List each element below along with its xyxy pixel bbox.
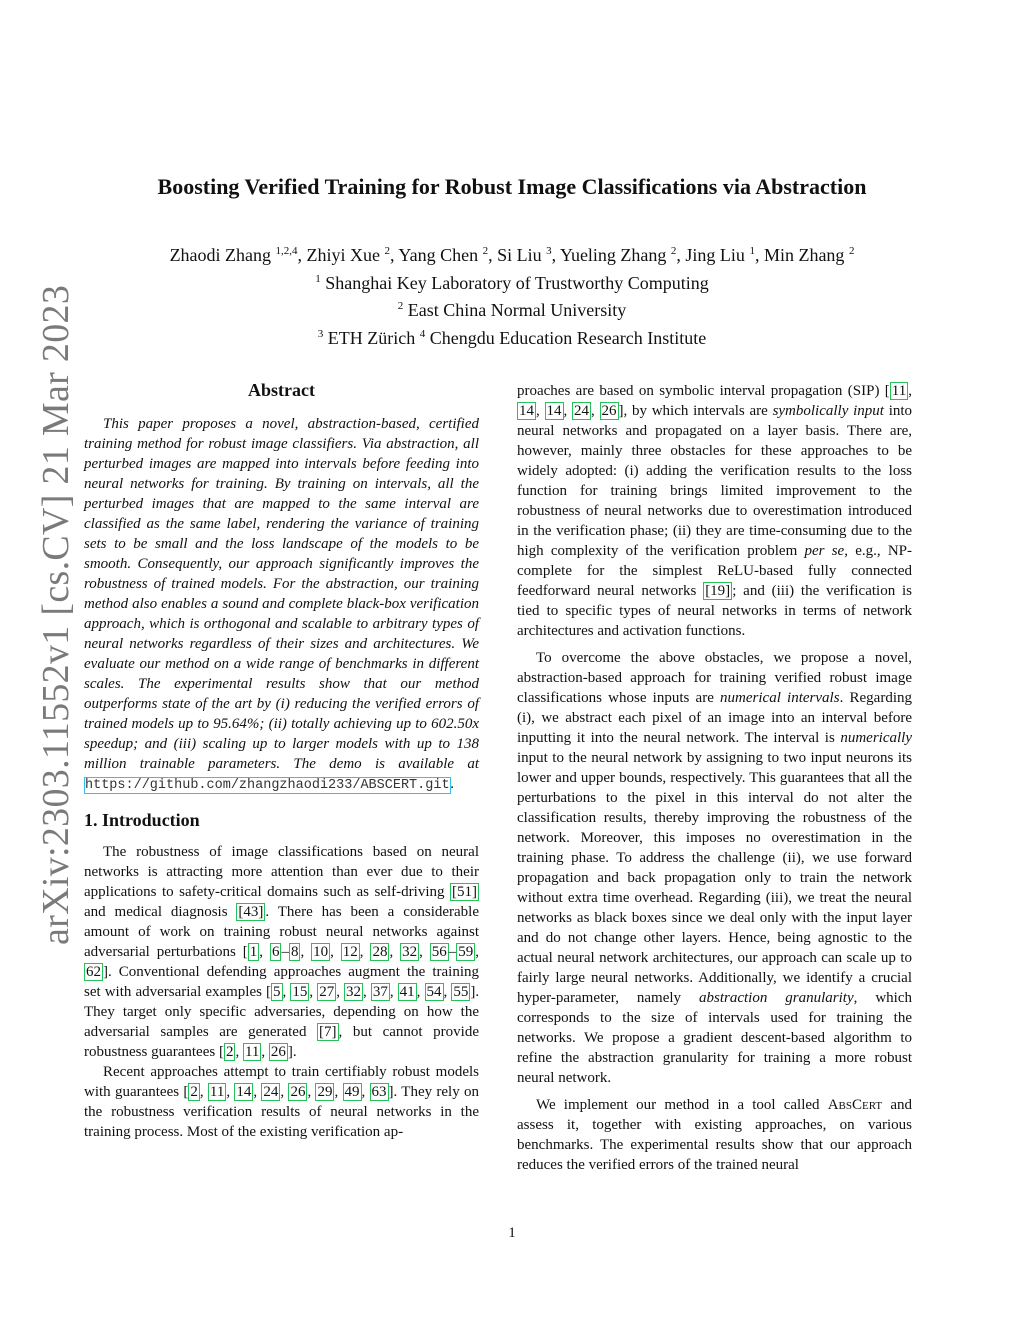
author-name: Yueling Zhang <box>559 245 671 265</box>
citation-link[interactable]: 5 <box>273 984 281 1000</box>
intro-paragraph-1: The robustness of image classifications based on neural networks is attracting more attention than ever due to their applications to safety-critical domains such as self-driving [51] and medical diagnosis [43] . There has been a considerable amount of work on training robust neural networks against adversarial perturbations [ 1 , 6 – 8 , 10 , 12 , 28 , 32 , 56 – 59 , 62 ]. Conventional defending approaches augment the training set with adversarial examples [ 5 , 15 , 27 , 32 , 37 , 41 , 54 , 55 ]. They target only specific adversaries, depending on how the adversarial samples are generated [7] , but cannot provide robustness guarantees [ 2 , 11 , 26 ]. <box>84 844 480 1060</box>
tool-name: AbsCert <box>827 1097 883 1113</box>
citation-link[interactable]: 8 <box>290 944 299 960</box>
intro-paragraph-4: To overcome the above obstacles, we propose a novel, abstraction-based approach for training verified robust image classifications whose inputs are numerical intervals. Regarding (i), we abstract each pixel of an image into an interval before inputting it into the neural network. The interval is numerically input to the neural network by assigning to two input neurons its lower and upper bounds, respectively. This guarantees that all the perturbations to the pixel in this interval do not alter the classification results, thereby improving the robustness of the network. Moreover, this imposes no overestimation in the training phase. To address the challenge (ii), we use forward propagation and back propagation only to train the network without extra time overhead. Regarding (iii), we treat the neural networks as black boxes since we deal only with the input layer and do not change other layers. Hence, being agnostic to the actual neural network architectures, our approach can scale up to fairly large neural networks. Additionally, we identify a crucial hyper-parameter, namely abstraction granularity, which corresponds to the size of intervals used for training the networks. We propose a gradient descent-based algorithm to refine the abstraction granularity for training a more robust neural network. <box>517 650 912 1086</box>
author-name: Yang Chen <box>398 245 483 265</box>
citation-link[interactable]: 15 <box>292 984 308 1000</box>
author-affiliation-mark: 1,2,4 <box>275 245 298 257</box>
citation-link[interactable]: 62 <box>86 964 101 980</box>
author-affiliation-mark: 2 <box>482 245 489 257</box>
citation-link[interactable]: 14 <box>546 403 562 419</box>
citation-link[interactable]: 49 <box>344 1084 360 1100</box>
demo-link[interactable]: https://github.com/zhangzhaodi233/ABSCERT.git <box>85 778 450 793</box>
citation-link[interactable]: 14 <box>236 1084 252 1100</box>
citation-link[interactable]: 12 <box>342 944 358 960</box>
author-affiliation-mark: 2 <box>670 245 677 257</box>
citation-link[interactable]: 24 <box>574 403 589 419</box>
citation-link[interactable]: 41 <box>399 984 415 1000</box>
author-affiliation-mark: 3 <box>546 245 552 257</box>
emphasis-text: symbolically input <box>772 403 884 419</box>
citation-link[interactable]: 27 <box>319 984 335 1000</box>
affiliation-1: $^1$ Shanghai Key Laboratory of Trustworthy Computing <box>315 272 709 293</box>
abstract-text: This paper proposes a novel, abstraction-based, certified training method for robust image classifiers. Via abstraction, all perturbed images are mapped into intervals before feeding into neural networks for training. By training on intervals, all the perturbed images that are mapped to the same interval are classified as the same label, rendering the variance of training sets to be small and the loss landscape of the models to be smooth. Consequently, our approach significantly improves the robustness of trained models. For the abstraction, our training method also enables a sound and complete black-box verification approach, which is orthogonal and scalable to arbitrary types of neural networks regardless of their sizes and architectures. We evaluate our method on a wide range of benchmarks in different scales. The experimental results show that our method outperforms state of the art by (i) reducing the verified errors of trained models up to 95.64%; (ii) totally achieving up to 602.50x speedup; and (iii) scaling up to larger models with up to 138 million trainable parameters. The demo is available at https://github.com/zhangzhaodi233/ABSCERT.git. <box>84 416 479 793</box>
citation-link[interactable]: 32 <box>402 944 418 960</box>
citation-link[interactable]: 54 <box>426 984 442 1000</box>
affiliation-2: $^2$ East China Normal University <box>397 300 627 320</box>
citation-link[interactable]: 28 <box>372 944 388 960</box>
author-block <box>0 240 1024 350</box>
citation-link[interactable]: 26 <box>601 403 617 419</box>
citation-link[interactable]: 26 <box>290 1084 306 1100</box>
citation-link[interactable]: 32 <box>346 984 362 1000</box>
abstract-heading: Abstract <box>248 380 315 400</box>
emphasis-text: abstraction granularity <box>699 990 854 1006</box>
citation-link[interactable]: 6 <box>271 944 280 960</box>
author-name: Jing Liu <box>685 245 750 265</box>
emphasis-text: per se <box>804 543 845 559</box>
author-affiliation-mark: 2 <box>848 245 855 257</box>
citation-link[interactable]: 24 <box>263 1084 279 1100</box>
author-affiliation-mark: 2 <box>384 245 391 257</box>
arxiv-identifier: arXiv:2303.11552v1 [cs.CV] 21 Mar 2023 <box>35 284 77 945</box>
author-name: Si Liu <box>497 245 547 265</box>
citation-link[interactable]: 26 <box>270 1044 286 1060</box>
intro-paragraph-2: Recent approaches attempt to train certifiably robust models with guarantees [ 2 , 11 , 14 , 24 , 26 , 29 , 49 , 63 ]. They rely on the robustness verification results of neural networks in the training process. Most of the existing verification ap- <box>84 1064 479 1140</box>
intro-paragraph-3: proaches are based on symbolic interval propagation (SIP) [ 11 , 14 , 14 , 24 , 26 ], by which intervals are symbolically input into neural networks and propagated on a layer basis. There are, however, mainly three obstacles for these approaches to be widely adopted: (i) adding the verification results to the loss function for training brings limited improvement to the robustness of neural networks due to overestimation introduced in the verification phase; (ii) they are time-consuming due to the high complexity of the verification problem per se, e.g., NP-complete for the simplest ReLU-based fully connected feedforward neural networks [19] ; and (iii) the verification is tied to specific types of neural networks in terms of network architectures and activation functions. <box>517 383 913 639</box>
citation-link[interactable]: [51] <box>452 884 477 900</box>
emphasis-text: numerically <box>840 730 912 746</box>
citation-link[interactable]: 63 <box>371 1084 387 1100</box>
right-column <box>517 381 912 1175</box>
citation-link[interactable]: 56 <box>431 944 447 960</box>
intro-paragraph-5: We implement our method in a tool called AbsCert and assess it, together with existing approaches, on various benchmarks. The experimental results show that our approach reduces the verified errors of the trained neural <box>517 1097 912 1173</box>
author-name: Min Zhang <box>763 245 849 265</box>
affiliation-3-4: $^3$ ETH Zürich $^4$ Chengdu Education Research Institute <box>317 327 707 348</box>
citation-link[interactable]: 11 <box>209 1084 225 1100</box>
section-heading-introduction: 1. Introduction <box>84 810 200 830</box>
citation-link[interactable]: 59 <box>458 944 474 960</box>
citation-link[interactable]: 55 <box>453 984 469 1000</box>
left-column <box>84 380 479 1142</box>
author-name: Zhaodi Zhang <box>169 245 276 265</box>
citation-link[interactable]: 10 <box>313 944 329 960</box>
citation-link[interactable]: 2 <box>225 1044 234 1060</box>
citation-link[interactable]: 37 <box>372 984 388 1000</box>
author-name: Zhiyi Xue <box>306 245 385 265</box>
citation-link[interactable]: [43] <box>238 904 264 920</box>
citation-link[interactable]: 2 <box>190 1084 198 1100</box>
citation-link[interactable]: 11 <box>891 383 907 399</box>
citation-link[interactable]: [7] <box>319 1024 337 1040</box>
citation-link[interactable]: 14 <box>519 403 534 419</box>
author-affiliation-mark: 1 <box>749 245 755 257</box>
author-list: Zhaodi Zhang $^{1,2,4}$, Zhiyi Xue $^2$, Yang Chen $^2$, Si Liu $^3$, Yueling Zhang $^2$, Jing Liu $^1$, Min Zhang $^2$ <box>169 245 855 265</box>
emphasis-text: numerical intervals <box>720 690 840 706</box>
page-number: 1 <box>508 1225 516 1241</box>
citation-link[interactable]: 11 <box>244 1044 260 1060</box>
citation-link[interactable]: 1 <box>249 944 258 960</box>
paper-title: Boosting Verified Training for Robust Image Classifications via Abstraction <box>157 174 867 199</box>
citation-link[interactable]: [19] <box>705 583 731 599</box>
citation-link[interactable]: 29 <box>317 1084 333 1100</box>
